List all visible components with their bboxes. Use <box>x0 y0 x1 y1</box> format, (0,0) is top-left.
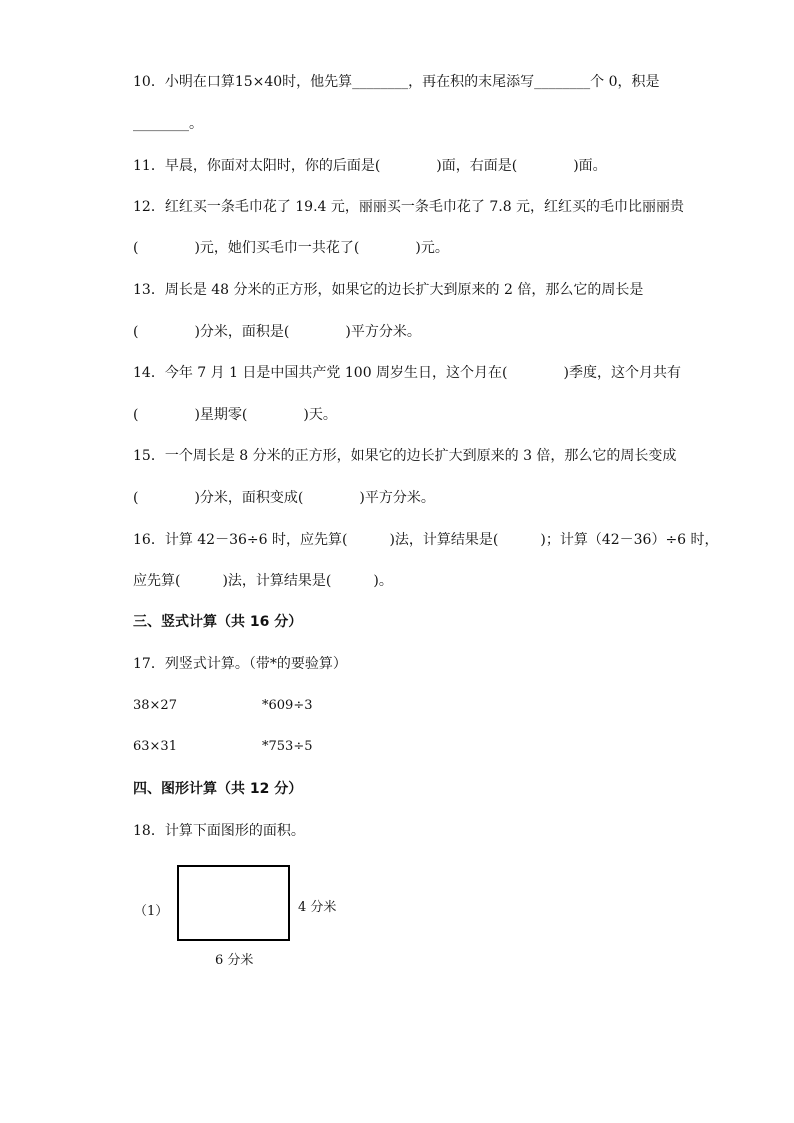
calc-item-1: 38×27 <box>133 698 177 713</box>
calc-item-4: *753÷5 <box>262 739 313 754</box>
calc-item-2: *609÷3 <box>262 698 313 713</box>
rectangle-shape <box>177 865 290 941</box>
height-label: 4 分米 <box>298 900 337 915</box>
problem-11-line1: 11．早晨，你面对太阳时，你的后面是( )面，右面是( )面。 <box>133 158 607 174</box>
problem-17: 17．列竖式计算。（带*的要验算） <box>133 656 347 672</box>
problem-12-line1: 12．红红买一条毛巾花了 19.4 元，丽丽买一条毛巾花了 7.8 元，红红买的毛巾比丽丽贵 <box>133 199 685 215</box>
problem-12-line2: ( )元，她们买毛巾一共花了( )元。 <box>133 240 449 256</box>
calc-item-3: 63×31 <box>133 739 177 754</box>
problem-13-line1: 13．周长是 48 分米的正方形，如果它的边长扩大到原来的 2 倍，那么它的周长是 <box>133 282 644 298</box>
section-4-title: 四、图形计算（共 12 分） <box>133 781 303 797</box>
problem-14-line1: 14．今年 7 月 1 日是中国共产党 100 周岁生日，这个月在( )季度，这个月共有 <box>133 365 681 381</box>
problem-15-line2: ( )分米，面积变成( )平方分米。 <box>133 490 435 506</box>
problem-16-line1: 16．计算 42－36÷6 时，应先算( )法，计算结果是( )；计算（42－36）÷6 时， <box>133 532 719 548</box>
section-3-title: 三、竖式计算（共 16 分） <box>133 614 303 630</box>
problem-10-line1: 10．小明在口算15×40时，他先算________，再在积的末尾添写________个 0，积是 <box>133 74 660 90</box>
problem-18: 18．计算下面图形的面积。 <box>133 823 305 839</box>
problem-16-line2: 应先算( )法，计算结果是( )。 <box>133 573 393 589</box>
problem-15-line1: 15．一个周长是 8 分米的正方形，如果它的边长扩大到原来的 3 倍，那么它的周长变成 <box>133 448 677 464</box>
figure-index: （1） <box>134 904 169 919</box>
problem-14-line2: ( )星期零( )天。 <box>133 407 337 423</box>
problem-10-line2: ________。 <box>133 116 203 132</box>
width-label: 6 分米 <box>215 953 254 968</box>
problem-13-line2: ( )分米，面积是( )平方分米。 <box>133 324 421 340</box>
